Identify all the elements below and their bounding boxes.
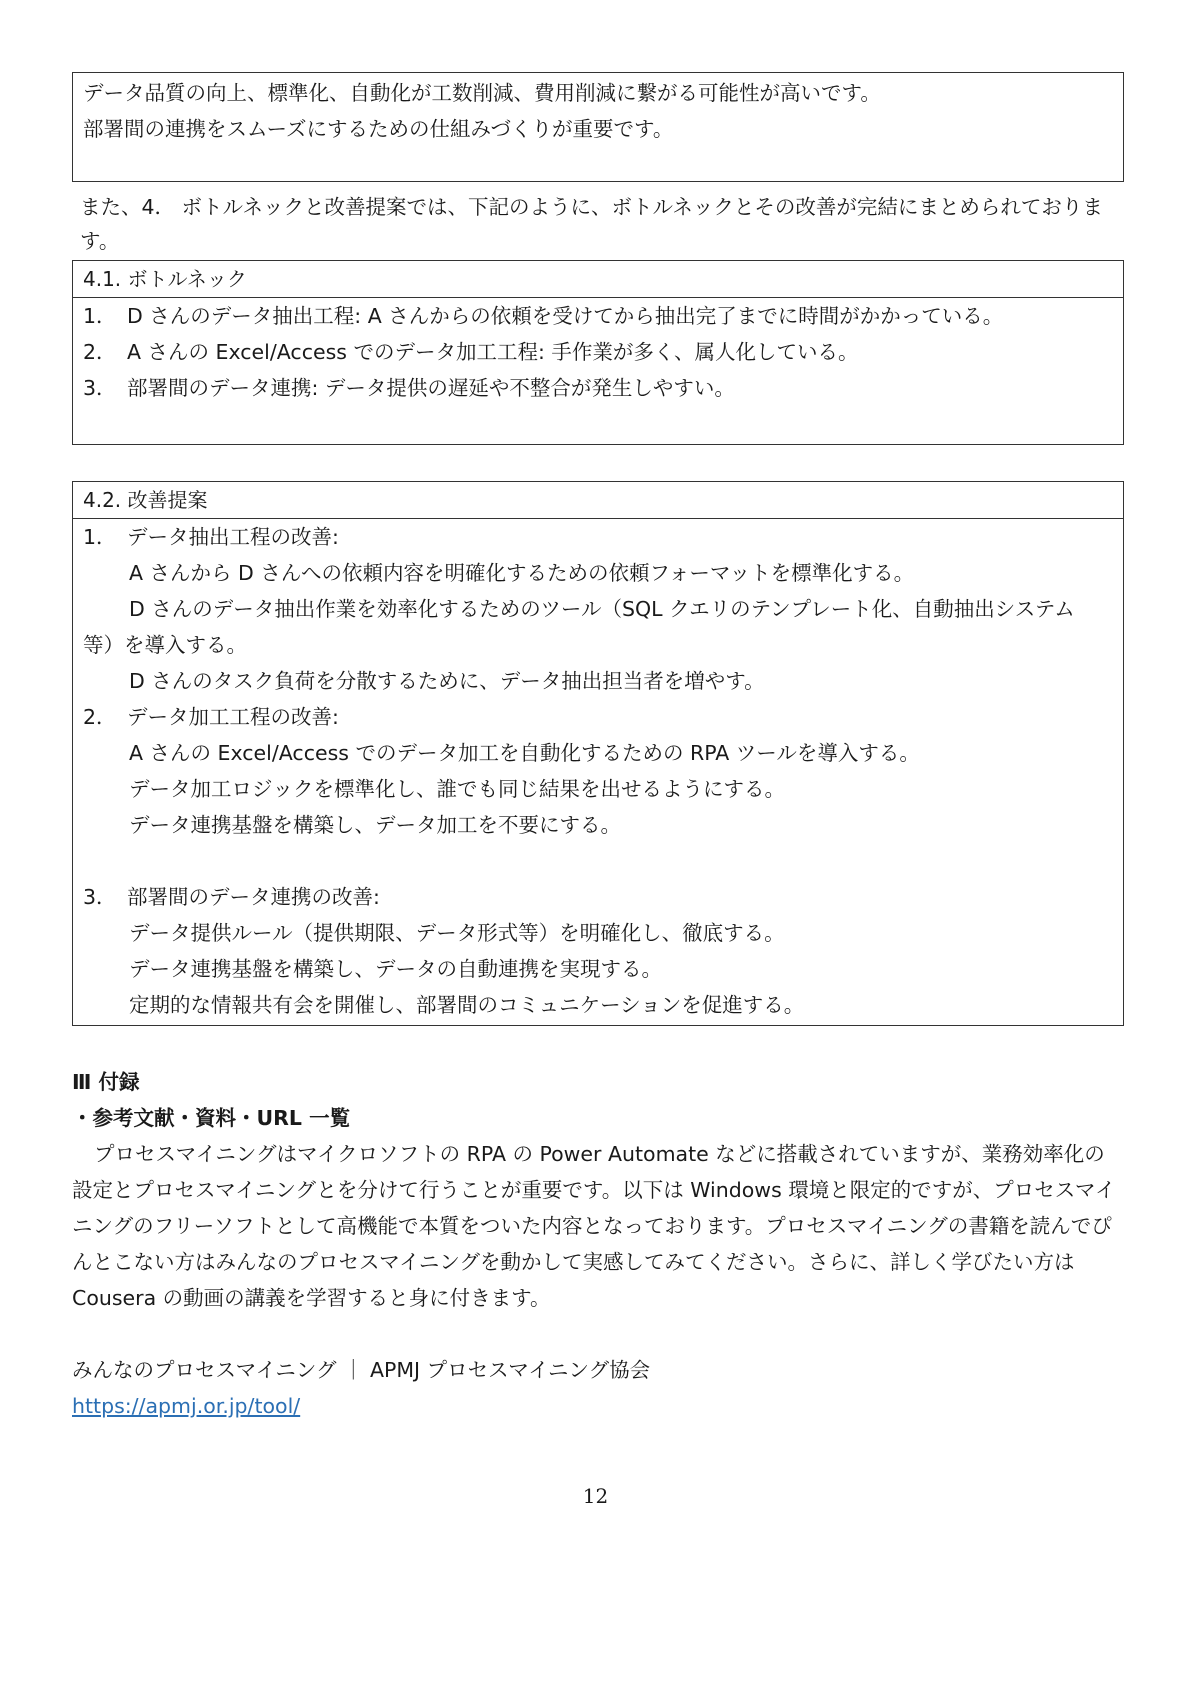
bottleneck-list [73, 298, 1123, 444]
improvement-sub-item-continued: 等）を導入する。 [83, 633, 247, 657]
item-title: データ抽出工程の改善: [127, 525, 339, 549]
item-title: 部署間のデータ連携の改善: [127, 885, 380, 909]
appendix-heading: Ⅲ 付録 [72, 1070, 140, 1094]
bottleneck-item [83, 370, 1113, 406]
spacer [72, 1316, 1124, 1352]
improvement-sub-item: データ提供ルール（提供期限、データ形式等）を明確化し、徹底する。 [129, 921, 785, 945]
item-number: 3． [83, 376, 117, 400]
improvement-sub-item: データ連携基盤を構築し、データ加工を不要にする。 [129, 813, 621, 837]
improvement-heading: 4.2. 改善提案 [73, 482, 1123, 519]
item-number: 1． [83, 304, 117, 328]
improvement-sub-item: A さんの Excel/Access でのデータ加工を自動化するための RPA ツールを導入する。 [129, 741, 920, 765]
improvement-item-title [83, 879, 1113, 915]
bottleneck-item [83, 298, 1113, 334]
improvement-sub-item: データ連携基盤を構築し、データの自動連携を実現する。 [129, 957, 662, 981]
item-number: 2． [83, 705, 117, 729]
item-number: 3． [83, 885, 117, 909]
improvement-sub-item: D さんのタスク負荷を分散するために、データ抽出担当者を増やす。 [129, 669, 765, 693]
improvement-list [73, 519, 1123, 1025]
document-page [72, 72, 1124, 1424]
bottleneck-table [72, 260, 1124, 445]
summary-box [72, 72, 1124, 182]
item-number: 2． [83, 340, 117, 364]
page-number: 12 [582, 1484, 609, 1508]
summary-line-1: データ品質の向上、標準化、自動化が工数削減、費用削減に繋がる可能性が高いです。 [83, 81, 881, 105]
transition-paragraph: また、4． ボトルネックと改善提案では、下記のように、ボトルネックとその改善が完結にまとめられております。 [80, 195, 1103, 253]
reference-title: みんなのプロセスマイニング ｜ APMJ プロセスマイニング協会 [72, 1358, 651, 1382]
appendix-section [72, 1064, 1124, 1424]
improvement-sub-item: A さんから D さんへの依頼内容を明確化するための依頼フォーマットを標準化する。 [129, 561, 915, 585]
spacer [83, 843, 1113, 879]
item-number: 1． [83, 525, 117, 549]
references-subheading: ・参考文献・資料・URL 一覧 [72, 1106, 351, 1130]
improvement-sub-item: 定期的な情報共有会を開催し、部署間のコミュニケーションを促進する。 [129, 993, 805, 1017]
bottleneck-heading: 4.1. ボトルネック [73, 261, 1123, 298]
appendix-paragraph: プロセスマイニングはマイクロソフトの RPA の Power Automate などに搭載されていますが、業務効率化の設定とプロセスマイニングとを分けて行うことが重要です。以下は Windows 環境と限定的ですが、プロセスマイニングのフリーソフトとして高機能で本質をついた内容となっております。プロセスマイニングの書籍を読んでぴんとこない方はみんなのプロセスマイニングを動かして実感してみてください。さらに、詳しく学びたい方は Cousera の動画の講義を学習すると身に付きます。 [72, 1142, 1116, 1310]
reference-link[interactable]: https://apmj.or.jp/tool/ [72, 1394, 301, 1418]
improvement-item-title [83, 699, 1113, 735]
improvement-sub-item: データ加工ロジックを標準化し、誰でも同じ結果を出せるようにする。 [129, 777, 785, 801]
summary-line-2: 部署間の連携をスムーズにするための仕組みづくりが重要です。 [83, 117, 674, 141]
item-text: 部署間のデータ連携: データ提供の遅延や不整合が発生しやすい。 [127, 376, 735, 400]
improvement-item-title [83, 519, 1113, 555]
item-text: A さんの Excel/Access でのデータ加工工程: 手作業が多く、属人化している。 [127, 340, 859, 364]
bottleneck-item [83, 334, 1113, 370]
improvement-sub-item: D さんのデータ抽出作業を効率化するためのツール（SQL クエリのテンプレート化、自動抽出システム [129, 597, 1075, 621]
item-text: D さんのデータ抽出工程: A さんからの依頼を受けてから抽出完了までに時間がかかっている。 [127, 304, 1004, 328]
improvement-table [72, 481, 1124, 1026]
item-title: データ加工工程の改善: [127, 705, 339, 729]
